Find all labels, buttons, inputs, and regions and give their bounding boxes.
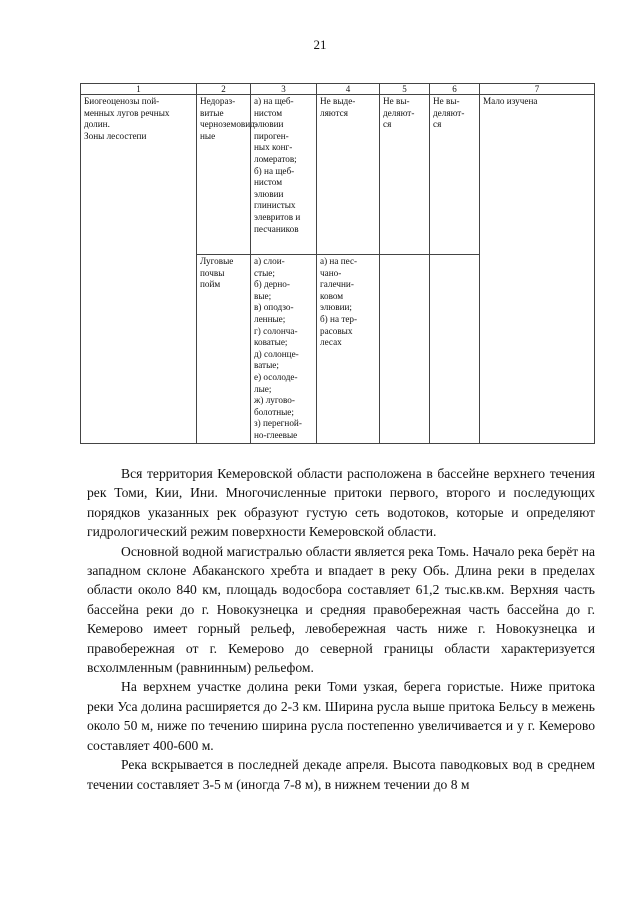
table-cell <box>430 255 480 444</box>
column-header: 4 <box>317 84 380 95</box>
cell-text: Недораз- витые черноземовид- ные <box>200 96 258 141</box>
table-cell <box>197 95 258 255</box>
table-row <box>81 95 595 255</box>
cell-text: а) на щеб- нистом элювии пироген- ных конг- ломератов; б) на щеб- нистом элювии глинистых элевритов и песчаников <box>254 96 301 234</box>
table-header-row <box>81 84 595 95</box>
table-cell <box>197 255 251 444</box>
column-header: 7 <box>480 84 595 95</box>
table-cell <box>380 255 430 444</box>
cell-text: Луговые почвы пойм <box>200 256 234 290</box>
table-cell <box>81 95 197 444</box>
table-cell <box>430 95 480 255</box>
paragraph: Основной водной магистралью области является река Томь. Начало река берёт на западном склоне Абаканского хребта и впадает в реку Обь. Длина реки в пределах области около 840 км, площадь водосбора составляет 61,2 тыс.кв.км. Верхняя часть бассейна реки до г. Новокузнецка и средняя правобережная часть бассейна до г. Кемерово имеет горный рельеф, левобережная часть ниже г. Новокузнецка и правобережная от г. Кемерово до северной границы области характеризуется всхолмленным (равнинным) рельефом. <box>87 543 595 676</box>
column-header: 6 <box>430 84 480 95</box>
cell-text: Биогеоценозы пой- менных лугов речных долин. Зоны лесостепи <box>84 96 170 141</box>
paragraph: Река вскрывается в последней декаде апреля. Высота паводковых вод в среднем течении составляет 3-5 м (иногда 7-8 м), в нижнем течении до 8 м <box>87 757 595 792</box>
soil-table <box>80 83 595 444</box>
cell-text: а) слои- стые; б) дерно- вые; в) оподзо- ленные; г) солонча- коватые; д) солонце- ватые; е) осолоде- лые; ж) лугово- болотные; з) перегной- но-глеевые <box>254 256 302 440</box>
body-text <box>87 464 595 794</box>
cell-text: а) на пес- чано- галечни- ковом элювии; б) на тер- расовых лесах <box>320 256 358 348</box>
column-header: 3 <box>251 84 317 95</box>
table-cell <box>317 95 380 255</box>
paragraph: Вся территория Кемеровской области расположена в бассейне верхнего течения рек Томи, Кии, Ини. Многочисленные притоки первого, второго и последующих порядков указанных рек образуют густую сеть водотоков, которые и определяют гидрологический режим поверхности Кемеровской области. <box>87 466 595 540</box>
table-cell <box>251 255 317 444</box>
table-cell <box>480 95 595 444</box>
column-header: 5 <box>380 84 430 95</box>
table-cell <box>380 95 430 255</box>
paragraph: На верхнем участке долина реки Томи узкая, берега гористые. Ниже притока реки Уса долина расширяется до 2-3 км. Ширина русла выше притока Бельсу в межень около 50 м, ниже по течению ширина русла постепенно увеличивается и у г. Кемерово составляет 400-600 м. <box>87 679 595 753</box>
table-cell <box>251 95 317 255</box>
cell-text: Не выде- ляются <box>320 96 356 118</box>
column-header: 1 <box>81 84 197 95</box>
table-cell <box>317 255 380 444</box>
column-header: 2 <box>197 84 251 95</box>
cell-text: Не вы- деляют- ся <box>433 96 465 130</box>
cell-text: Не вы- деляют- ся <box>383 96 415 130</box>
page-number: 21 <box>313 37 327 52</box>
cell-text: Мало изучена <box>483 96 538 106</box>
